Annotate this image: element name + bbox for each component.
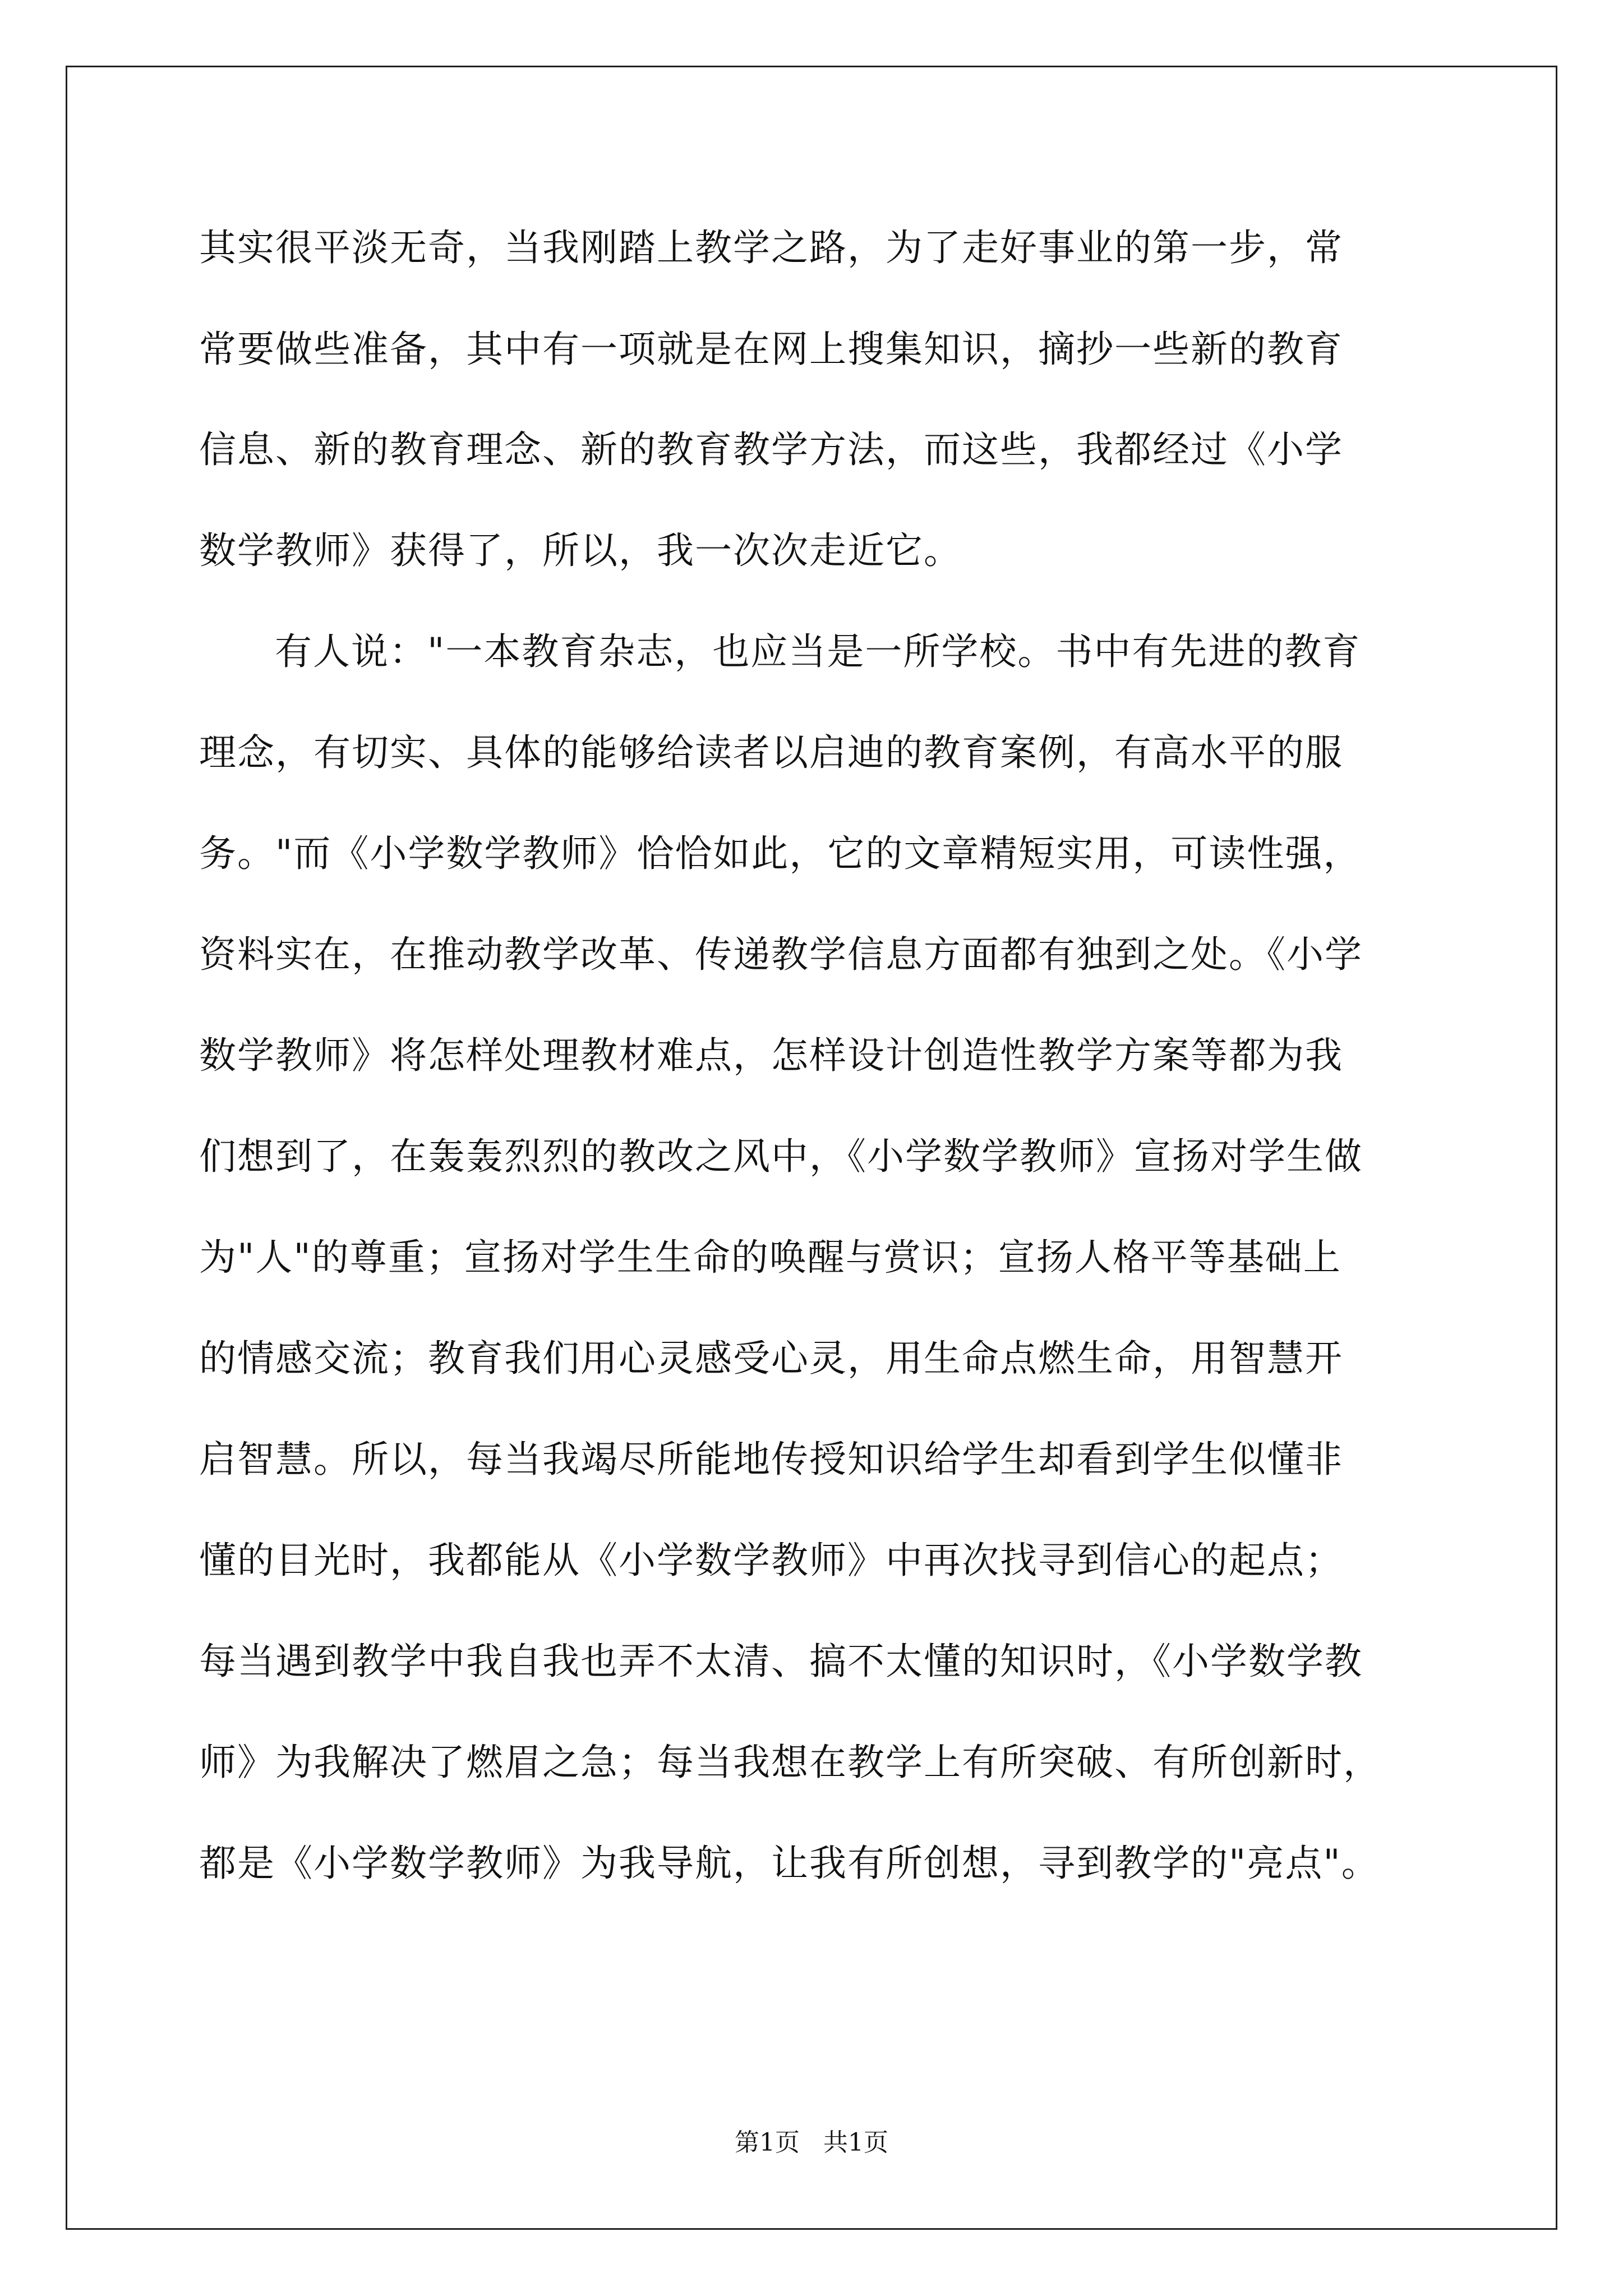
- text-line: 常要做些准备，其中有一项就是在网上搜集知识，摘抄一些新的教育: [199, 328, 1343, 371]
- text-line: 师》为我解决了燃眉之急；每当我想在教学上有所突破、有所创新时，: [199, 1741, 1381, 1784]
- text-line: 懂的目光时，我都能从《小学数学教师》中再次找寻到信心的起点；: [199, 1539, 1343, 1582]
- text-line: 每当遇到教学中我自我也弄不太清、搞不太懂的知识时，《小学数学教: [199, 1640, 1363, 1683]
- paragraph-first-line: 有人说："一本教育杂志，也应当是一所学校。书中有先进的教育: [275, 630, 1361, 673]
- text-line: 信息、新的教育理念、新的教育教学方法，而这些，我都经过《小学: [199, 428, 1343, 471]
- text-line: 的情感交流；教育我们用心灵感受心灵，用生命点燃生命，用智慧开: [199, 1337, 1343, 1380]
- text-line: 启智慧。所以，每当我竭尽所能地传授知识给学生却看到学生似懂非: [199, 1438, 1343, 1481]
- text-line: 资料实在，在推动教学改革、传递教学信息方面都有独到之处。《小学: [199, 933, 1363, 976]
- text-line: 数学教师》获得了，所以，我一次次走近它。: [199, 529, 962, 572]
- page-footer: 第1页 共1页: [735, 2128, 888, 2157]
- text-line: 都是《小学数学教师》为我导航，让我有所创想，寻到教学的"亮点"。: [199, 1842, 1380, 1885]
- text-line: 为"人"的尊重；宣扬对学生生命的唤醒与赏识；宣扬人格平等基础上: [199, 1236, 1341, 1279]
- text-line: 务。"而《小学数学教师》恰恰如此，它的文章精短实用，可读性强，: [199, 832, 1362, 875]
- text-line: 理念，有切实、具体的能够给读者以启迪的教育案例，有高水平的服: [199, 731, 1343, 774]
- text-line: 其实很平淡无奇，当我刚踏上教学之路，为了走好事业的第一步，常: [199, 226, 1343, 269]
- text-line: 们想到了，在轰轰烈烈的教改之风中，《小学数学教师》宣扬对学生做: [199, 1135, 1363, 1178]
- text-line: 数学教师》将怎样处理教材难点，怎样设计创造性教学方案等都为我: [199, 1034, 1343, 1077]
